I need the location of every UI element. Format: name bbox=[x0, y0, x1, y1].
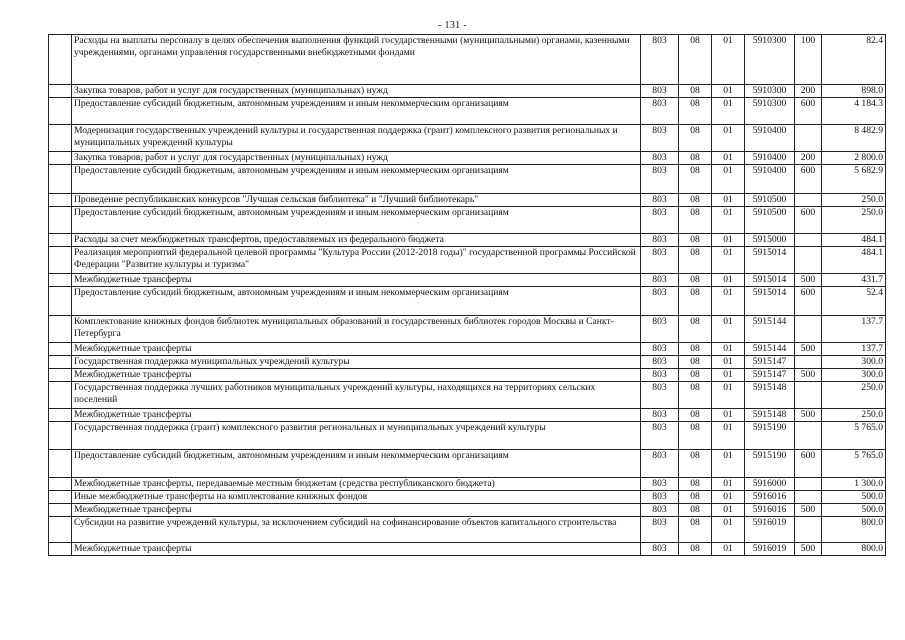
row-margin-cell bbox=[49, 478, 72, 491]
row-name: Иные межбюджетные трансферты на комплектование книжных фондов bbox=[72, 491, 641, 504]
row-sum: 5 765.0 bbox=[822, 422, 886, 450]
row-target-code: 5915148 bbox=[745, 409, 795, 422]
row-section-code: 08 bbox=[679, 504, 712, 517]
table-row bbox=[49, 356, 886, 369]
row-section-code: 08 bbox=[679, 409, 712, 422]
row-sum: 484.1 bbox=[822, 247, 886, 274]
row-sum: 300.0 bbox=[822, 369, 886, 382]
row-expense-type: 500 bbox=[795, 543, 822, 556]
row-sum: 137.7 bbox=[822, 316, 886, 343]
row-name: Межбюджетные трансферты bbox=[72, 343, 641, 356]
row-ved-code: 803 bbox=[641, 35, 679, 85]
table-row bbox=[49, 478, 886, 491]
row-ved-code: 803 bbox=[641, 356, 679, 369]
row-expense-type bbox=[795, 234, 822, 247]
row-margin-cell bbox=[49, 234, 72, 247]
row-expense-type: 600 bbox=[795, 165, 822, 194]
page-number: - 131 - bbox=[438, 20, 467, 31]
row-ved-code: 803 bbox=[641, 234, 679, 247]
row-section-code: 08 bbox=[679, 165, 712, 194]
row-margin-cell bbox=[49, 343, 72, 356]
row-ved-code: 803 bbox=[641, 98, 679, 125]
row-expense-type: 600 bbox=[795, 287, 822, 316]
row-section-code: 08 bbox=[679, 422, 712, 450]
row-sum: 250.0 bbox=[822, 207, 886, 234]
row-target-code: 5915147 bbox=[745, 356, 795, 369]
row-section-code: 08 bbox=[679, 382, 712, 409]
row-ved-code: 803 bbox=[641, 543, 679, 556]
row-margin-cell bbox=[49, 369, 72, 382]
row-ved-code: 803 bbox=[641, 247, 679, 274]
row-target-code: 5915190 bbox=[745, 422, 795, 450]
row-subsection-code: 01 bbox=[712, 369, 745, 382]
row-margin-cell bbox=[49, 165, 72, 194]
table-row bbox=[49, 343, 886, 356]
row-target-code: 5916000 bbox=[745, 478, 795, 491]
row-sum: 250.0 bbox=[822, 409, 886, 422]
row-target-code: 5910400 bbox=[745, 152, 795, 165]
row-ved-code: 803 bbox=[641, 274, 679, 287]
row-subsection-code: 01 bbox=[712, 356, 745, 369]
row-ved-code: 803 bbox=[641, 491, 679, 504]
table-row bbox=[49, 543, 886, 556]
row-target-code: 5910400 bbox=[745, 125, 795, 152]
row-expense-type: 600 bbox=[795, 450, 822, 478]
row-section-code: 08 bbox=[679, 356, 712, 369]
row-margin-cell bbox=[49, 504, 72, 517]
row-name: Государственная поддержка (грант) комплексного развития региональных и муниципальных учреждений культуры bbox=[72, 422, 641, 450]
row-sum: 8 482.9 bbox=[822, 125, 886, 152]
row-ved-code: 803 bbox=[641, 369, 679, 382]
row-sum: 250.0 bbox=[822, 194, 886, 207]
row-name: Закупка товаров, работ и услуг для государственных (муниципальных) нужд bbox=[72, 152, 641, 165]
table-row bbox=[49, 98, 886, 125]
row-target-code: 5915144 bbox=[745, 316, 795, 343]
row-subsection-code: 01 bbox=[712, 517, 745, 543]
row-section-code: 08 bbox=[679, 152, 712, 165]
row-ved-code: 803 bbox=[641, 152, 679, 165]
row-target-code: 5910500 bbox=[745, 194, 795, 207]
row-section-code: 08 bbox=[679, 543, 712, 556]
row-margin-cell bbox=[49, 152, 72, 165]
row-expense-type bbox=[795, 517, 822, 543]
row-name: Расходы за счет межбюджетных трансфертов, предоставляемых из федерального бюджета bbox=[72, 234, 641, 247]
row-sum: 300.0 bbox=[822, 356, 886, 369]
row-target-code: 5910300 bbox=[745, 35, 795, 85]
row-sum: 484.1 bbox=[822, 234, 886, 247]
row-name: Предоставление субсидий бюджетным, автономным учреждениям и иным некоммерческим организациям bbox=[72, 287, 641, 316]
row-target-code: 5915148 bbox=[745, 382, 795, 409]
row-name: Государственная поддержка муниципальных учреждений культуры bbox=[72, 356, 641, 369]
row-name: Предоставление субсидий бюджетным, автономным учреждениям и иным некоммерческим организациям bbox=[72, 98, 641, 125]
row-ved-code: 803 bbox=[641, 343, 679, 356]
row-subsection-code: 01 bbox=[712, 409, 745, 422]
row-section-code: 08 bbox=[679, 194, 712, 207]
row-margin-cell bbox=[49, 85, 72, 98]
row-sum: 500.0 bbox=[822, 504, 886, 517]
row-sum: 500.0 bbox=[822, 491, 886, 504]
table-row bbox=[49, 504, 886, 517]
row-subsection-code: 01 bbox=[712, 274, 745, 287]
budget-table bbox=[48, 34, 886, 556]
row-name: Комплектование книжных фондов библиотек муниципальных образований и государственных библиотек городов Москвы и Санкт-Петербурга bbox=[72, 316, 641, 343]
row-margin-cell bbox=[49, 35, 72, 85]
row-sum: 137.7 bbox=[822, 343, 886, 356]
row-name: Модернизация государственных учреждений культуры и государственная поддержка (грант) комплексного развития региональных и муниципальных учреждений культуры bbox=[72, 125, 641, 152]
row-expense-type bbox=[795, 382, 822, 409]
row-section-code: 08 bbox=[679, 234, 712, 247]
table-row bbox=[49, 491, 886, 504]
row-margin-cell bbox=[49, 274, 72, 287]
row-expense-type: 500 bbox=[795, 343, 822, 356]
row-margin-cell bbox=[49, 450, 72, 478]
row-expense-type: 500 bbox=[795, 274, 822, 287]
row-margin-cell bbox=[49, 207, 72, 234]
table-row bbox=[49, 152, 886, 165]
row-target-code: 5910500 bbox=[745, 207, 795, 234]
row-sum: 52.4 bbox=[822, 287, 886, 316]
table-row bbox=[49, 85, 886, 98]
row-margin-cell bbox=[49, 247, 72, 274]
table-row bbox=[49, 409, 886, 422]
row-target-code: 5916019 bbox=[745, 543, 795, 556]
row-margin-cell bbox=[49, 543, 72, 556]
row-target-code: 5916019 bbox=[745, 517, 795, 543]
row-expense-type: 200 bbox=[795, 152, 822, 165]
row-name: Межбюджетные трансферты, передаваемые местным бюджетам (средства республиканского бюджета) bbox=[72, 478, 641, 491]
row-expense-type bbox=[795, 194, 822, 207]
row-expense-type: 500 bbox=[795, 504, 822, 517]
row-subsection-code: 01 bbox=[712, 98, 745, 125]
row-name: Предоставление субсидий бюджетным, автономным учреждениям и иным некоммерческим организациям bbox=[72, 450, 641, 478]
row-section-code: 08 bbox=[679, 247, 712, 274]
row-expense-type: 200 bbox=[795, 85, 822, 98]
row-name: Межбюджетные трансферты bbox=[72, 369, 641, 382]
row-name: Межбюджетные трансферты bbox=[72, 274, 641, 287]
row-sum: 1 300.0 bbox=[822, 478, 886, 491]
row-subsection-code: 01 bbox=[712, 287, 745, 316]
row-sum: 2 800.0 bbox=[822, 152, 886, 165]
table-row bbox=[49, 274, 886, 287]
row-ved-code: 803 bbox=[641, 287, 679, 316]
row-section-code: 08 bbox=[679, 85, 712, 98]
row-expense-type bbox=[795, 316, 822, 343]
row-margin-cell bbox=[49, 98, 72, 125]
row-ved-code: 803 bbox=[641, 409, 679, 422]
row-target-code: 5915190 bbox=[745, 450, 795, 478]
table-row bbox=[49, 316, 886, 343]
row-expense-type bbox=[795, 491, 822, 504]
row-name: Закупка товаров, работ и услуг для государственных (муниципальных) нужд bbox=[72, 85, 641, 98]
table-row bbox=[49, 125, 886, 152]
row-section-code: 08 bbox=[679, 491, 712, 504]
row-expense-type bbox=[795, 125, 822, 152]
row-name: Реализация мероприятий федеральной целевой программы "Культура России (2012-2018 годы)" государственной программы Российской Федерации "Развитие культуры и туризма" bbox=[72, 247, 641, 274]
row-margin-cell bbox=[49, 125, 72, 152]
row-ved-code: 803 bbox=[641, 207, 679, 234]
table-row bbox=[49, 369, 886, 382]
row-target-code: 5915014 bbox=[745, 274, 795, 287]
row-name: Проведение республиканских конкурсов "Лучшая сельская библиотека" и "Лучший библиотекарь" bbox=[72, 194, 641, 207]
row-target-code: 5915014 bbox=[745, 287, 795, 316]
row-subsection-code: 01 bbox=[712, 382, 745, 409]
row-margin-cell bbox=[49, 517, 72, 543]
row-sum: 5 765.0 bbox=[822, 450, 886, 478]
row-target-code: 5915000 bbox=[745, 234, 795, 247]
row-section-code: 08 bbox=[679, 274, 712, 287]
row-subsection-code: 01 bbox=[712, 478, 745, 491]
row-subsection-code: 01 bbox=[712, 450, 745, 478]
table-row bbox=[49, 517, 886, 543]
row-subsection-code: 01 bbox=[712, 35, 745, 85]
row-ved-code: 803 bbox=[641, 422, 679, 450]
row-section-code: 08 bbox=[679, 369, 712, 382]
row-ved-code: 803 bbox=[641, 165, 679, 194]
row-target-code: 5910300 bbox=[745, 98, 795, 125]
row-expense-type bbox=[795, 422, 822, 450]
row-target-code: 5916016 bbox=[745, 504, 795, 517]
row-subsection-code: 01 bbox=[712, 194, 745, 207]
row-margin-cell bbox=[49, 316, 72, 343]
row-name: Расходы на выплаты персоналу в целях обеспечения выполнения функций государственными (муниципальными) органами, казенными учреждениями, органами управления государственными внебюджетными фондами bbox=[72, 35, 641, 85]
row-name: Межбюджетные трансферты bbox=[72, 409, 641, 422]
row-subsection-code: 01 bbox=[712, 543, 745, 556]
row-section-code: 08 bbox=[679, 450, 712, 478]
table-row bbox=[49, 165, 886, 194]
row-expense-type: 500 bbox=[795, 409, 822, 422]
row-section-code: 08 bbox=[679, 478, 712, 491]
row-subsection-code: 01 bbox=[712, 165, 745, 194]
table-row bbox=[49, 207, 886, 234]
row-subsection-code: 01 bbox=[712, 152, 745, 165]
row-name: Государственная поддержка лучших работников муниципальных учреждений культуры, находящихся на территориях сельских поселений bbox=[72, 382, 641, 409]
row-target-code: 5915144 bbox=[745, 343, 795, 356]
row-expense-type: 100 bbox=[795, 35, 822, 85]
row-margin-cell bbox=[49, 409, 72, 422]
row-ved-code: 803 bbox=[641, 316, 679, 343]
row-target-code: 5915014 bbox=[745, 247, 795, 274]
row-margin-cell bbox=[49, 356, 72, 369]
table-row bbox=[49, 247, 886, 274]
row-subsection-code: 01 bbox=[712, 316, 745, 343]
row-subsection-code: 01 bbox=[712, 234, 745, 247]
row-subsection-code: 01 bbox=[712, 504, 745, 517]
row-sum: 800.0 bbox=[822, 543, 886, 556]
row-subsection-code: 01 bbox=[712, 125, 745, 152]
table-row bbox=[49, 234, 886, 247]
row-section-code: 08 bbox=[679, 98, 712, 125]
row-target-code: 5916016 bbox=[745, 491, 795, 504]
row-section-code: 08 bbox=[679, 207, 712, 234]
row-subsection-code: 01 bbox=[712, 207, 745, 234]
row-target-code: 5910300 bbox=[745, 85, 795, 98]
row-margin-cell bbox=[49, 194, 72, 207]
row-expense-type: 600 bbox=[795, 207, 822, 234]
table-row bbox=[49, 35, 886, 85]
row-section-code: 08 bbox=[679, 35, 712, 85]
row-sum: 800.0 bbox=[822, 517, 886, 543]
row-ved-code: 803 bbox=[641, 504, 679, 517]
row-name: Межбюджетные трансферты bbox=[72, 504, 641, 517]
row-expense-type bbox=[795, 478, 822, 491]
row-subsection-code: 01 bbox=[712, 343, 745, 356]
row-margin-cell bbox=[49, 382, 72, 409]
budget-table-body bbox=[49, 35, 886, 556]
table-row bbox=[49, 382, 886, 409]
row-name: Предоставление субсидий бюджетным, автономным учреждениям и иным некоммерческим организациям bbox=[72, 207, 641, 234]
row-name: Субсидии на развитие учреждений культуры, за исключением субсидий на софинансирование объектов капитального строительства bbox=[72, 517, 641, 543]
row-ved-code: 803 bbox=[641, 125, 679, 152]
row-section-code: 08 bbox=[679, 125, 712, 152]
row-section-code: 08 bbox=[679, 343, 712, 356]
row-subsection-code: 01 bbox=[712, 247, 745, 274]
row-sum: 4 184.3 bbox=[822, 98, 886, 125]
row-expense-type: 600 bbox=[795, 98, 822, 125]
row-ved-code: 803 bbox=[641, 517, 679, 543]
row-margin-cell bbox=[49, 422, 72, 450]
row-ved-code: 803 bbox=[641, 478, 679, 491]
row-sum: 431.7 bbox=[822, 274, 886, 287]
row-subsection-code: 01 bbox=[712, 422, 745, 450]
row-target-code: 5910400 bbox=[745, 165, 795, 194]
row-section-code: 08 bbox=[679, 316, 712, 343]
table-row bbox=[49, 194, 886, 207]
row-subsection-code: 01 bbox=[712, 491, 745, 504]
row-expense-type bbox=[795, 356, 822, 369]
row-target-code: 5915147 bbox=[745, 369, 795, 382]
row-subsection-code: 01 bbox=[712, 85, 745, 98]
row-ved-code: 803 bbox=[641, 382, 679, 409]
row-margin-cell bbox=[49, 491, 72, 504]
row-ved-code: 803 bbox=[641, 194, 679, 207]
row-expense-type: 500 bbox=[795, 369, 822, 382]
row-ved-code: 803 bbox=[641, 85, 679, 98]
row-sum: 82.4 bbox=[822, 35, 886, 85]
row-margin-cell bbox=[49, 287, 72, 316]
row-sum: 5 682.9 bbox=[822, 165, 886, 194]
row-name: Межбюджетные трансферты bbox=[72, 543, 641, 556]
table-row bbox=[49, 450, 886, 478]
row-sum: 250.0 bbox=[822, 382, 886, 409]
row-section-code: 08 bbox=[679, 287, 712, 316]
row-sum: 898.0 bbox=[822, 85, 886, 98]
table-row bbox=[49, 287, 886, 316]
table-row bbox=[49, 422, 886, 450]
row-name: Предоставление субсидий бюджетным, автономным учреждениям и иным некоммерческим организациям bbox=[72, 165, 641, 194]
row-expense-type bbox=[795, 247, 822, 274]
row-section-code: 08 bbox=[679, 517, 712, 543]
row-ved-code: 803 bbox=[641, 450, 679, 478]
